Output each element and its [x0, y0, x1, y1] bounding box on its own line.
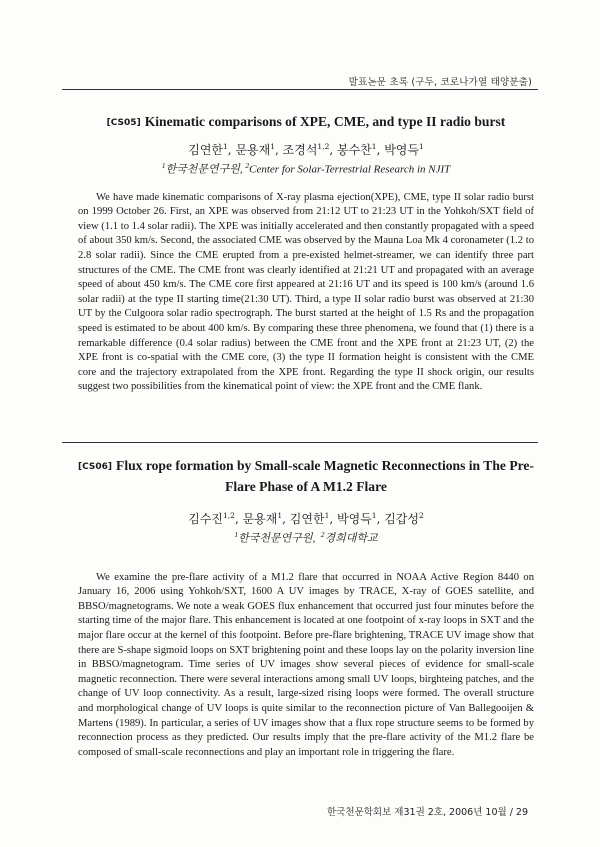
- affiliation: 한국천문연구원: [238, 532, 313, 545]
- author: 김연한$^1$: [188, 142, 228, 157]
- author: 봉수찬$^1$: [337, 142, 377, 157]
- affiliation: Center for Solar-Terrestrial Research in NJIT: [249, 163, 451, 176]
- author: 조경석$^{1,2}$: [282, 142, 330, 157]
- affiliation-list: $^1$한국천문연구원, $^2$Center for Solar-Terrestrial Research in NJIT: [161, 161, 451, 176]
- abstract-code: [CS06]: [78, 462, 113, 472]
- abstract-title: [78, 112, 534, 133]
- abstract-title-text: Kinematic comparisons of XPE, CME, and type II radio burst: [144, 114, 506, 129]
- abstract-cs05: [78, 112, 534, 395]
- affiliation: 경희대학교: [324, 532, 378, 545]
- page-footer: 한국천문학회보 제31권 2호, 2006년 10월 / 29: [327, 807, 528, 818]
- section-separator: [62, 442, 538, 443]
- author-list: 김수진$^{1,2}$, 문용재$^1$, 김연한$^1$, 박영득$^1$, 김갑성$^2$: [188, 511, 424, 526]
- author: 김수진$^{1,2}$: [188, 511, 235, 526]
- running-head: 발표논문 초록 (구두, 코로나가열 태양분출): [348, 77, 532, 88]
- header-rule: [62, 89, 538, 90]
- abstract-cs06: [78, 456, 534, 760]
- affiliation: 한국천문연구원: [165, 163, 240, 176]
- author-list: 김연한$^1$, 문용재$^1$, 조경석$^{1,2}$, 봉수찬$^1$, 박영득$^1$: [188, 142, 424, 157]
- author: 김연한$^1$: [289, 511, 330, 526]
- abstract-body: We have made kinematic comparisons of X-ray plasma ejection(XPE), CME, type II solar radio burst on 1999 October 26. First, an XPE was observed from 21:12 UT to 21:23 UT in the Yohkoh/SXT field of view (1.1 to 1.4 solar radii). The XPE was initially accelerated and then constantly propagated with a speed of about 350 km/s. Second, the associated CME was observed by the Mauna Loa Mk 4 coronameter (1.2 to 2.8 solar radii). Since the CME erupted from a pre-existed helmet-streamer, we can identify three part structures of the CME. The CME front was clearly identified at 21:21 UT and propagated with an average speed of about 450 km/s. The CME core first appeared at 21:16 UT and its speed is 100 km/s (around 1.6 solar radii) at the type II starting time(21:30 UT). Third, a type II solar radio burst was observed at 21:30 UT by the Culgoora solar radio spectrograph. The burst started at the height of 1.5 Rs and the propagation speed is estimated to be about 400 km/s. By comparing these three phenomena, we found that (1) there is a remarkable difference (0.4 solar radius) between the CME front and the XPE front at 21:23 UT, (2) the XPE front is co-spatial with the CME core, (3) the type II formation height is consistent with the CME core and the trajectory extrapolated from the XPE front. Regarding the type II shock origin, our results suggest two possibilities from the kinematical point of view: the XPE front and the CME flank.: [78, 191, 534, 393]
- abstract-title-text: Flux rope formation by Small-scale Magnetic Reconnections in The Pre-Flare Phase of A M1.2 Flare: [116, 458, 534, 494]
- author: 김갑성$^2$: [384, 511, 424, 526]
- author: 박영득$^1$: [384, 142, 424, 157]
- abstract-code: [CS05]: [106, 118, 141, 128]
- affiliation-list: $^1$한국천문연구원, $^2$경희대학교: [234, 530, 378, 545]
- author: 문용재$^1$: [235, 142, 275, 157]
- author: 박영득$^1$: [337, 511, 377, 526]
- author: 문용재$^1$: [242, 511, 283, 526]
- abstract-title: [78, 456, 534, 496]
- abstract-body: We examine the pre-flare activity of a M1.2 flare that occurred in NOAA Active Region 8440 on January 16, 2006 using Yohkoh/SXT, 1600 A UV images by TRACE, X-ray of GOES satellite, and BBSO/magnetograms. We note a weak GOES flux enhancement that occurred just four minutes before the starting time of the major flare. This enhancement is located at one footpoint of x-ray loops in SXT and the major flare occur at the kernel of this footpoint. Before pre-flare brightening, TRACE UV image show that there are S-shape sigmoid loops on SXT brightening point and these loops lay on the polarity inversion line in BBSO/magnetogram. Time series of UV images show several pieces of evidence for small-scale magnetic reconnection. There were several interactions among small UV loops, birghteing patches, and the change of UV loop connectivity. As a result, large-sized rising loops were formed. The overall structure and morphological change of UV loops is quite similar to the reconnection picture of Van Ballegooijen & Martens (1989). In particular, a series of UV images show that a flux rope structure seems to be formed by reconnection process as they predicted. Our results imply that the pre-flare activity of the M1.2 flare be composed of small-scale reconnections and play an important role in triggering the flare.: [78, 571, 534, 758]
